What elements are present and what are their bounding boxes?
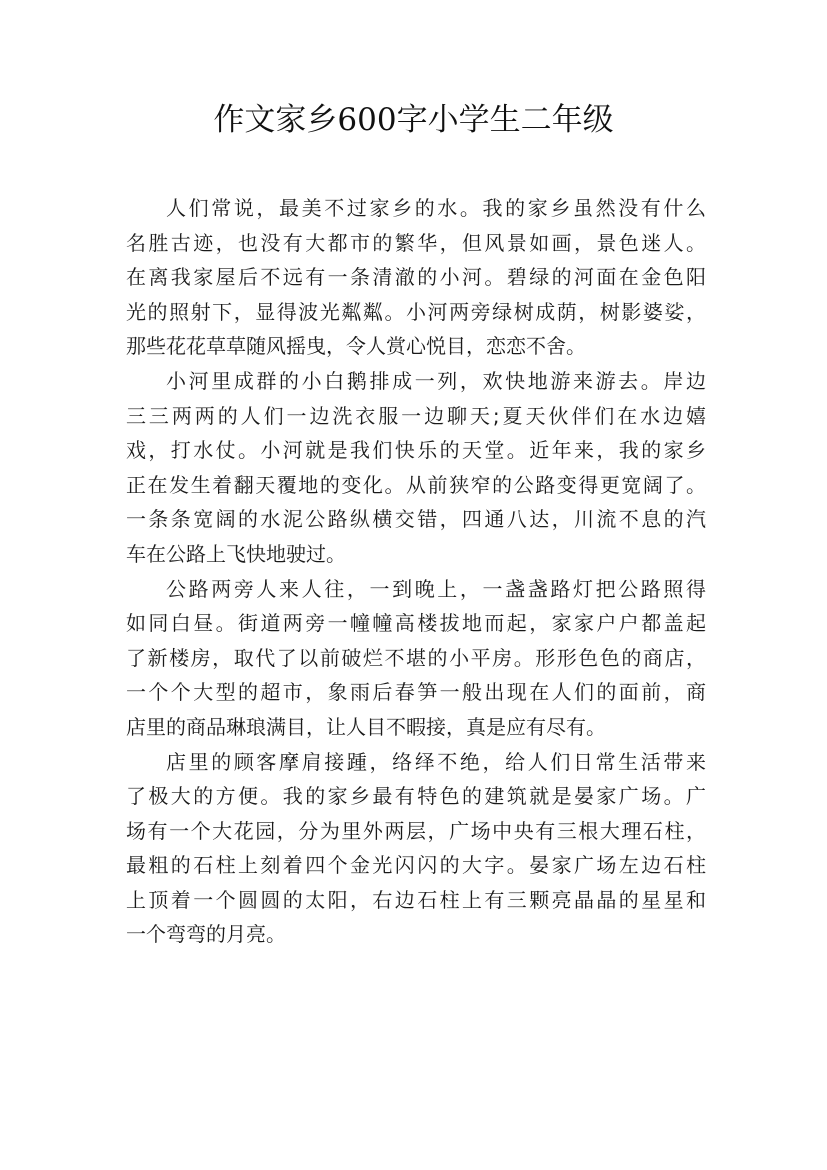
text-line: 车在公路上飞快地驶过。 — [126, 541, 346, 566]
text-line: 名胜古迹，也没有大都市的繁华，但风景如画，景色迷人。 — [126, 230, 706, 255]
text-line: 三三两两的人们一边洗衣服一边聊天;夏天伙伴们在水边嬉 — [126, 403, 706, 428]
paragraph-3 — [126, 572, 706, 745]
text-line: 小河里成群的小白鹅排成一列，欢快地游来游去。岸边 — [166, 368, 706, 393]
text-line: 一条条宽阔的水泥公路纵横交错，四通八达，川流不息的汽 — [126, 507, 706, 532]
text-line: 了极大的方便。我的家乡最有特色的建筑就是晏家广场。广 — [126, 784, 706, 809]
document-title: 作文家乡600字小学生二年级 — [213, 102, 614, 138]
text-line: 场有一个大花园，分为里外两层，广场中央有三根大理石柱， — [126, 818, 706, 843]
text-line: 公路两旁人来人往，一到晚上，一盏盏路灯把公路照得 — [166, 576, 706, 601]
text-line: 光的照射下，显得波光粼粼。小河两旁绿树成荫，树影婆娑， — [126, 299, 706, 324]
text-line: 上顶着一个圆圆的太阳，右边石柱上有三颗亮晶晶的星星和 — [126, 887, 706, 912]
text-line: 最粗的石柱上刻着四个金光闪闪的大字。晏家广场左边石柱 — [126, 853, 706, 878]
paragraph-2 — [126, 364, 706, 572]
text-line: 在离我家屋后不远有一条清澈的小河。碧绿的河面在金色阳 — [126, 265, 706, 290]
text-line: 正在发生着翻天覆地的变化。从前狭窄的公路变得更宽阔了。 — [126, 472, 706, 497]
text-line: 了新楼房，取代了以前破烂不堪的小平房。形形色色的商店， — [126, 645, 706, 670]
paragraph-4 — [126, 745, 706, 953]
article-body — [126, 191, 706, 952]
text-line: 一个弯弯的月亮。 — [126, 922, 286, 947]
text-line: 那些花花草草随风摇曳，令人赏心悦目，恋恋不舍。 — [126, 334, 586, 359]
text-line: 一个个大型的超市，象雨后春笋一般出现在人们的面前，商 — [126, 680, 706, 705]
text-line: 戏，打水仗。小河就是我们快乐的天堂。近年来，我的家乡 — [126, 438, 706, 463]
text-line: 如同白昼。街道两旁一幢幢高楼拔地而起，家家户户都盖起 — [126, 611, 706, 636]
paragraph-1 — [126, 191, 706, 364]
text-line: 人们常说，最美不过家乡的水。我的家乡虽然没有什么 — [166, 196, 706, 220]
text-line: 店里的顾客摩肩接踵，络绎不绝，给人们日常生活带来 — [166, 749, 706, 774]
text-line: 店里的商品琳琅满目，让人目不暇接，真是应有尽有。 — [126, 714, 606, 739]
